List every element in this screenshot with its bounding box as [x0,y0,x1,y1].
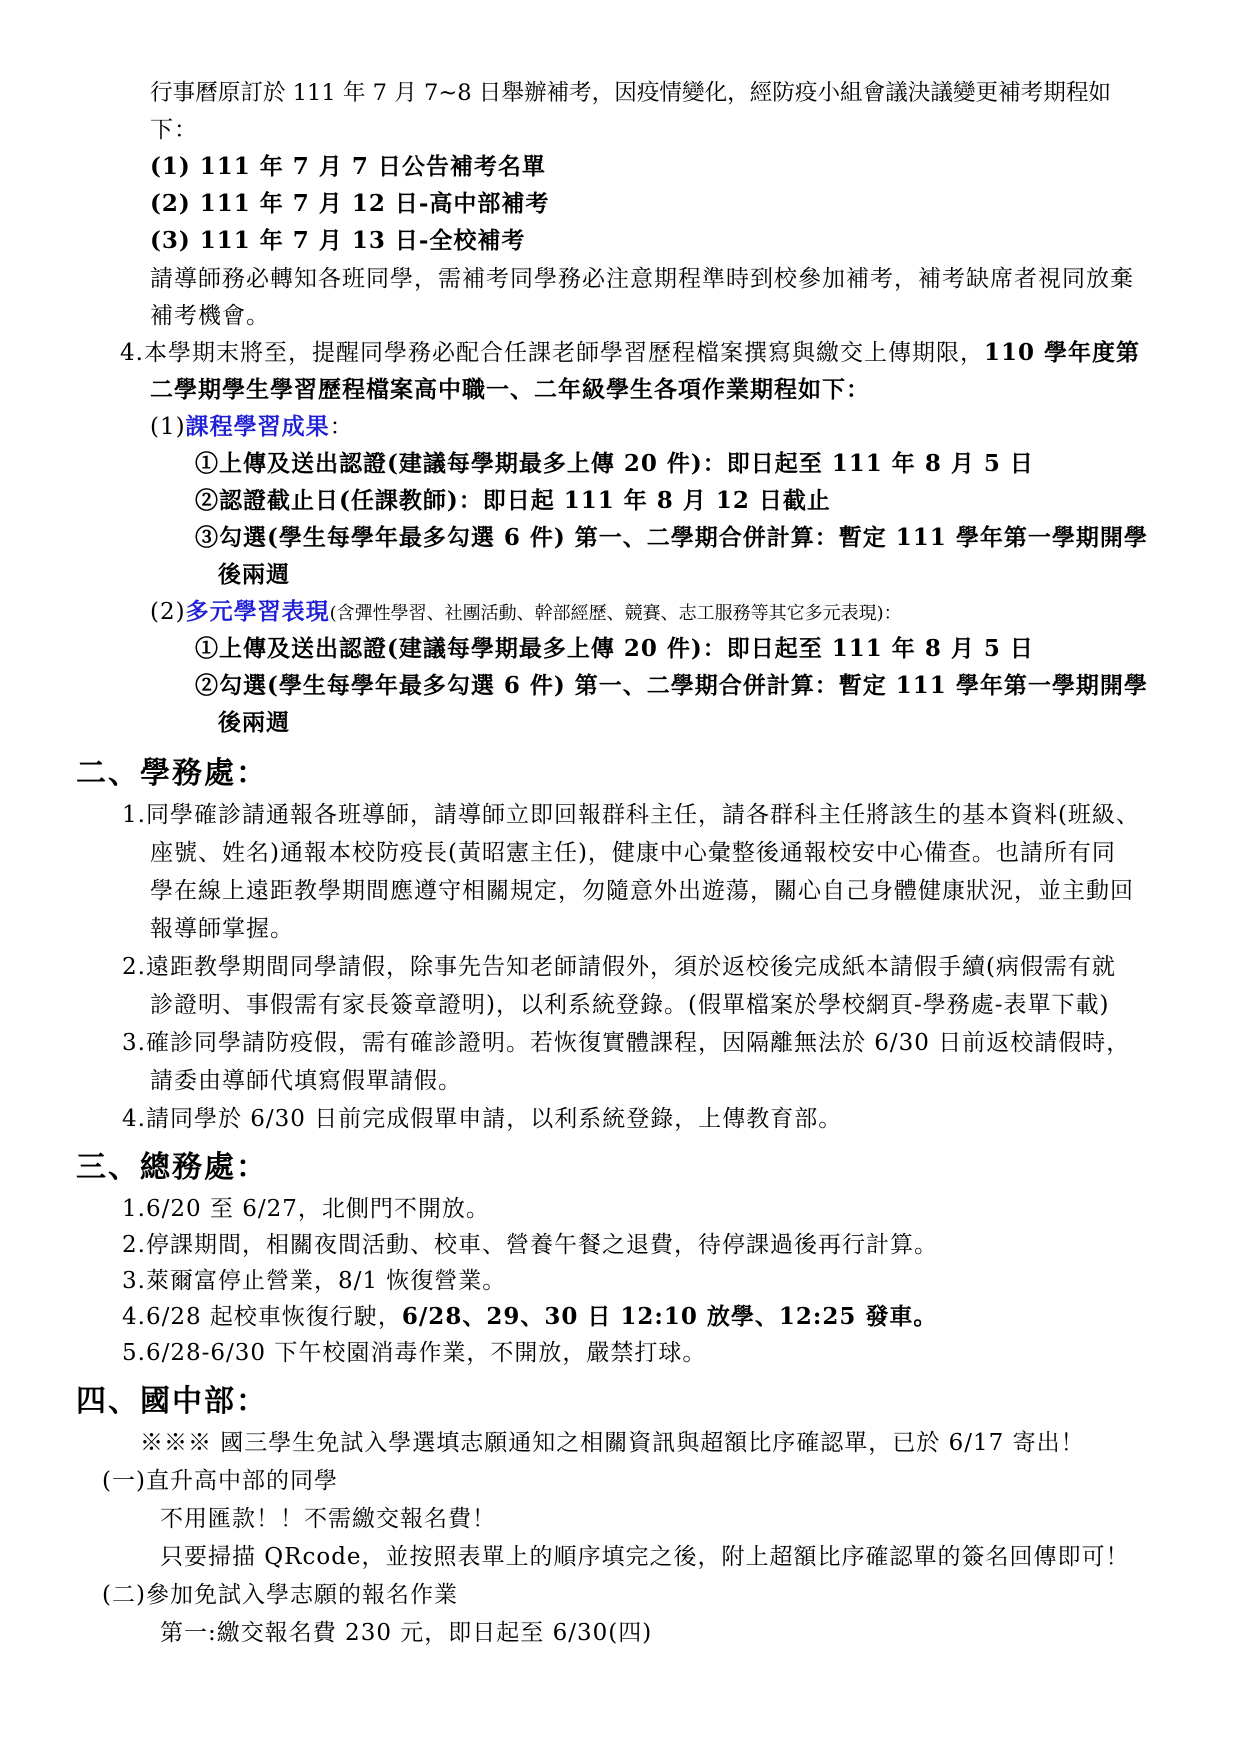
junior-high-notice: ※※※ 國三學生免試入學選填志願通知之相關資訊與超額比序確認單，已於 6/17 寄出！ [140,1430,1085,1456]
section-heading-general-affairs: 三、總務處： [76,1150,268,1185]
general-affairs-line-4 [122,1302,937,1332]
junior-high-sub-1-line-2: 只要掃描 QRcode，並按照表單上的順序填完之後，附上超額比序確認單的簽名回傳即可！ [160,1544,1130,1570]
junior-high-sub-2: (二)參加免試入學志願的報名作業 [102,1582,458,1608]
sub1-heading [150,412,354,442]
sub2-item-2-cont: 後兩週 [218,709,290,736]
item4-line-1-text: 4.本學期末將至，提醒同學務必配合任課老師學習歷程檔案撰寫與繳交上傳期限， [120,340,984,366]
item4-line-1 [120,338,1140,368]
sub2-heading [150,597,902,629]
general-affairs-line-4-bold: 6/28、29、30 日 12:10 放學、12:25 發車。 [401,1303,938,1330]
notice-line-2: 補考機會。 [150,303,270,329]
sub1-item-3-cont: 後兩週 [218,561,290,588]
student-affairs-line-6: 診證明、事假需有家長簽章證明)，以利系統登錄。(假單檔案於學校網頁-學務處-表單下載) [150,992,1110,1018]
sub1-item-2: ②認證截止日(任課教師)：即日起 111 年 8 月 12 日截止 [195,487,831,514]
sub1-prefix: (1) [150,414,186,440]
student-affairs-line-7: 3.確診同學請防疫假，需有確診證明。若恢復實體課程，因隔離無法於 6/30 日前返校請假時， [122,1030,1131,1056]
sub2-item-2: ②勾選(學生每學年最多勾選 6 件) 第一、二學期合併計算：暫定 111 學年第一學期開學 [195,672,1148,699]
junior-high-sub-1: (一)直升高中部的同學 [102,1468,338,1494]
student-affairs-line-8: 請委由導師代填寫假單請假。 [150,1068,462,1094]
item4-line-1-bold: 110 學年度第 [983,339,1140,366]
junior-high-sub-2-line-1: 第一:繳交報名費 230 元，即日起至 6/30(四) [160,1620,653,1646]
section-heading-junior-high: 四、國中部： [76,1384,268,1419]
student-affairs-line-4: 報導師掌握。 [150,916,294,942]
item4-line-2: 二學期學生學習歷程檔案高中職一、二年級學生各項作業期程如下： [150,376,870,403]
sub2-note: (含彈性學習、社團活動、幹部經歷、競賽、志工服務等其它多元表現)： [329,603,902,624]
junior-high-sub-1-line-1: 不用匯款！！不需繳交報名費！ [160,1506,496,1532]
general-affairs-line-5: 5.6/28-6/30 下午校園消毒作業，不開放，嚴禁打球。 [122,1340,707,1366]
sub2-prefix: (2) [150,599,186,625]
general-affairs-line-4-text: 4.6/28 起校車恢復行駛， [122,1304,402,1330]
general-affairs-line-1: 1.6/20 至 6/27，北側門不開放。 [122,1196,490,1222]
intro-line-1: 行事曆原訂於 111 年 7 月 7~8 日舉辦補考，因疫情變化，經防疫小組會議決議變更補考期程如 [150,80,1111,106]
section-heading-student-affairs: 二、學務處： [76,756,268,791]
student-affairs-line-1: 1.同學確診請通報各班導師，請導師立即回報群科主任，請各群科主任將該生的基本資料(班級、 [122,802,1140,828]
sub2-title: 多元學習表現 [185,598,330,625]
makeup-item-3: (3) 111 年 7 月 13 日-全校補考 [150,227,526,254]
makeup-item-1: (1) 111 年 7 月 7 日公告補考名單 [150,153,546,180]
student-affairs-line-3: 學在線上遠距教學期間應遵守相關規定，勿隨意外出遊蕩，關心自己身體健康狀況，並主動回 [150,878,1134,904]
makeup-item-2: (2) 111 年 7 月 12 日-高中部補考 [150,190,550,217]
notice-line-1: 請導師務必轉知各班同學，需補考同學務必注意期程準時到校參加補考，補考缺席者視同放棄 [150,266,1134,292]
intro-line-2: 下： [150,117,198,143]
sub1-item-1: ①上傳及送出認證(建議每學期最多上傳 20 件)：即日起至 111 年 8 月 5 日 [195,450,1034,477]
student-affairs-line-9: 4.請同學於 6/30 日前完成假單申請，以利系統登錄，上傳教育部。 [122,1106,843,1132]
student-affairs-line-5: 2.遠距教學期間同學請假，除事先告知老師請假外，須於返校後完成紙本請假手續(病假需有就 [122,954,1116,980]
sub1-suffix: ： [329,414,354,440]
sub1-item-3: ③勾選(學生每學年最多勾選 6 件) 第一、二學期合併計算：暫定 111 學年第一學期開學 [195,524,1148,551]
general-affairs-line-3: 3.萊爾富停止營業，8/1 恢復營業。 [122,1268,507,1294]
sub2-item-1: ①上傳及送出認證(建議每學期最多上傳 20 件)：即日起至 111 年 8 月 5 日 [195,635,1034,662]
sub1-title: 課程學習成果 [185,413,330,440]
student-affairs-line-2: 座號、姓名)通報本校防疫長(黃昭憲主任)，健康中心彙整後通報校安中心備查。也請所有同 [150,840,1116,866]
general-affairs-line-2: 2.停課期間，相關夜間活動、校車、營養午餐之退費，待停課過後再行計算。 [122,1232,938,1258]
